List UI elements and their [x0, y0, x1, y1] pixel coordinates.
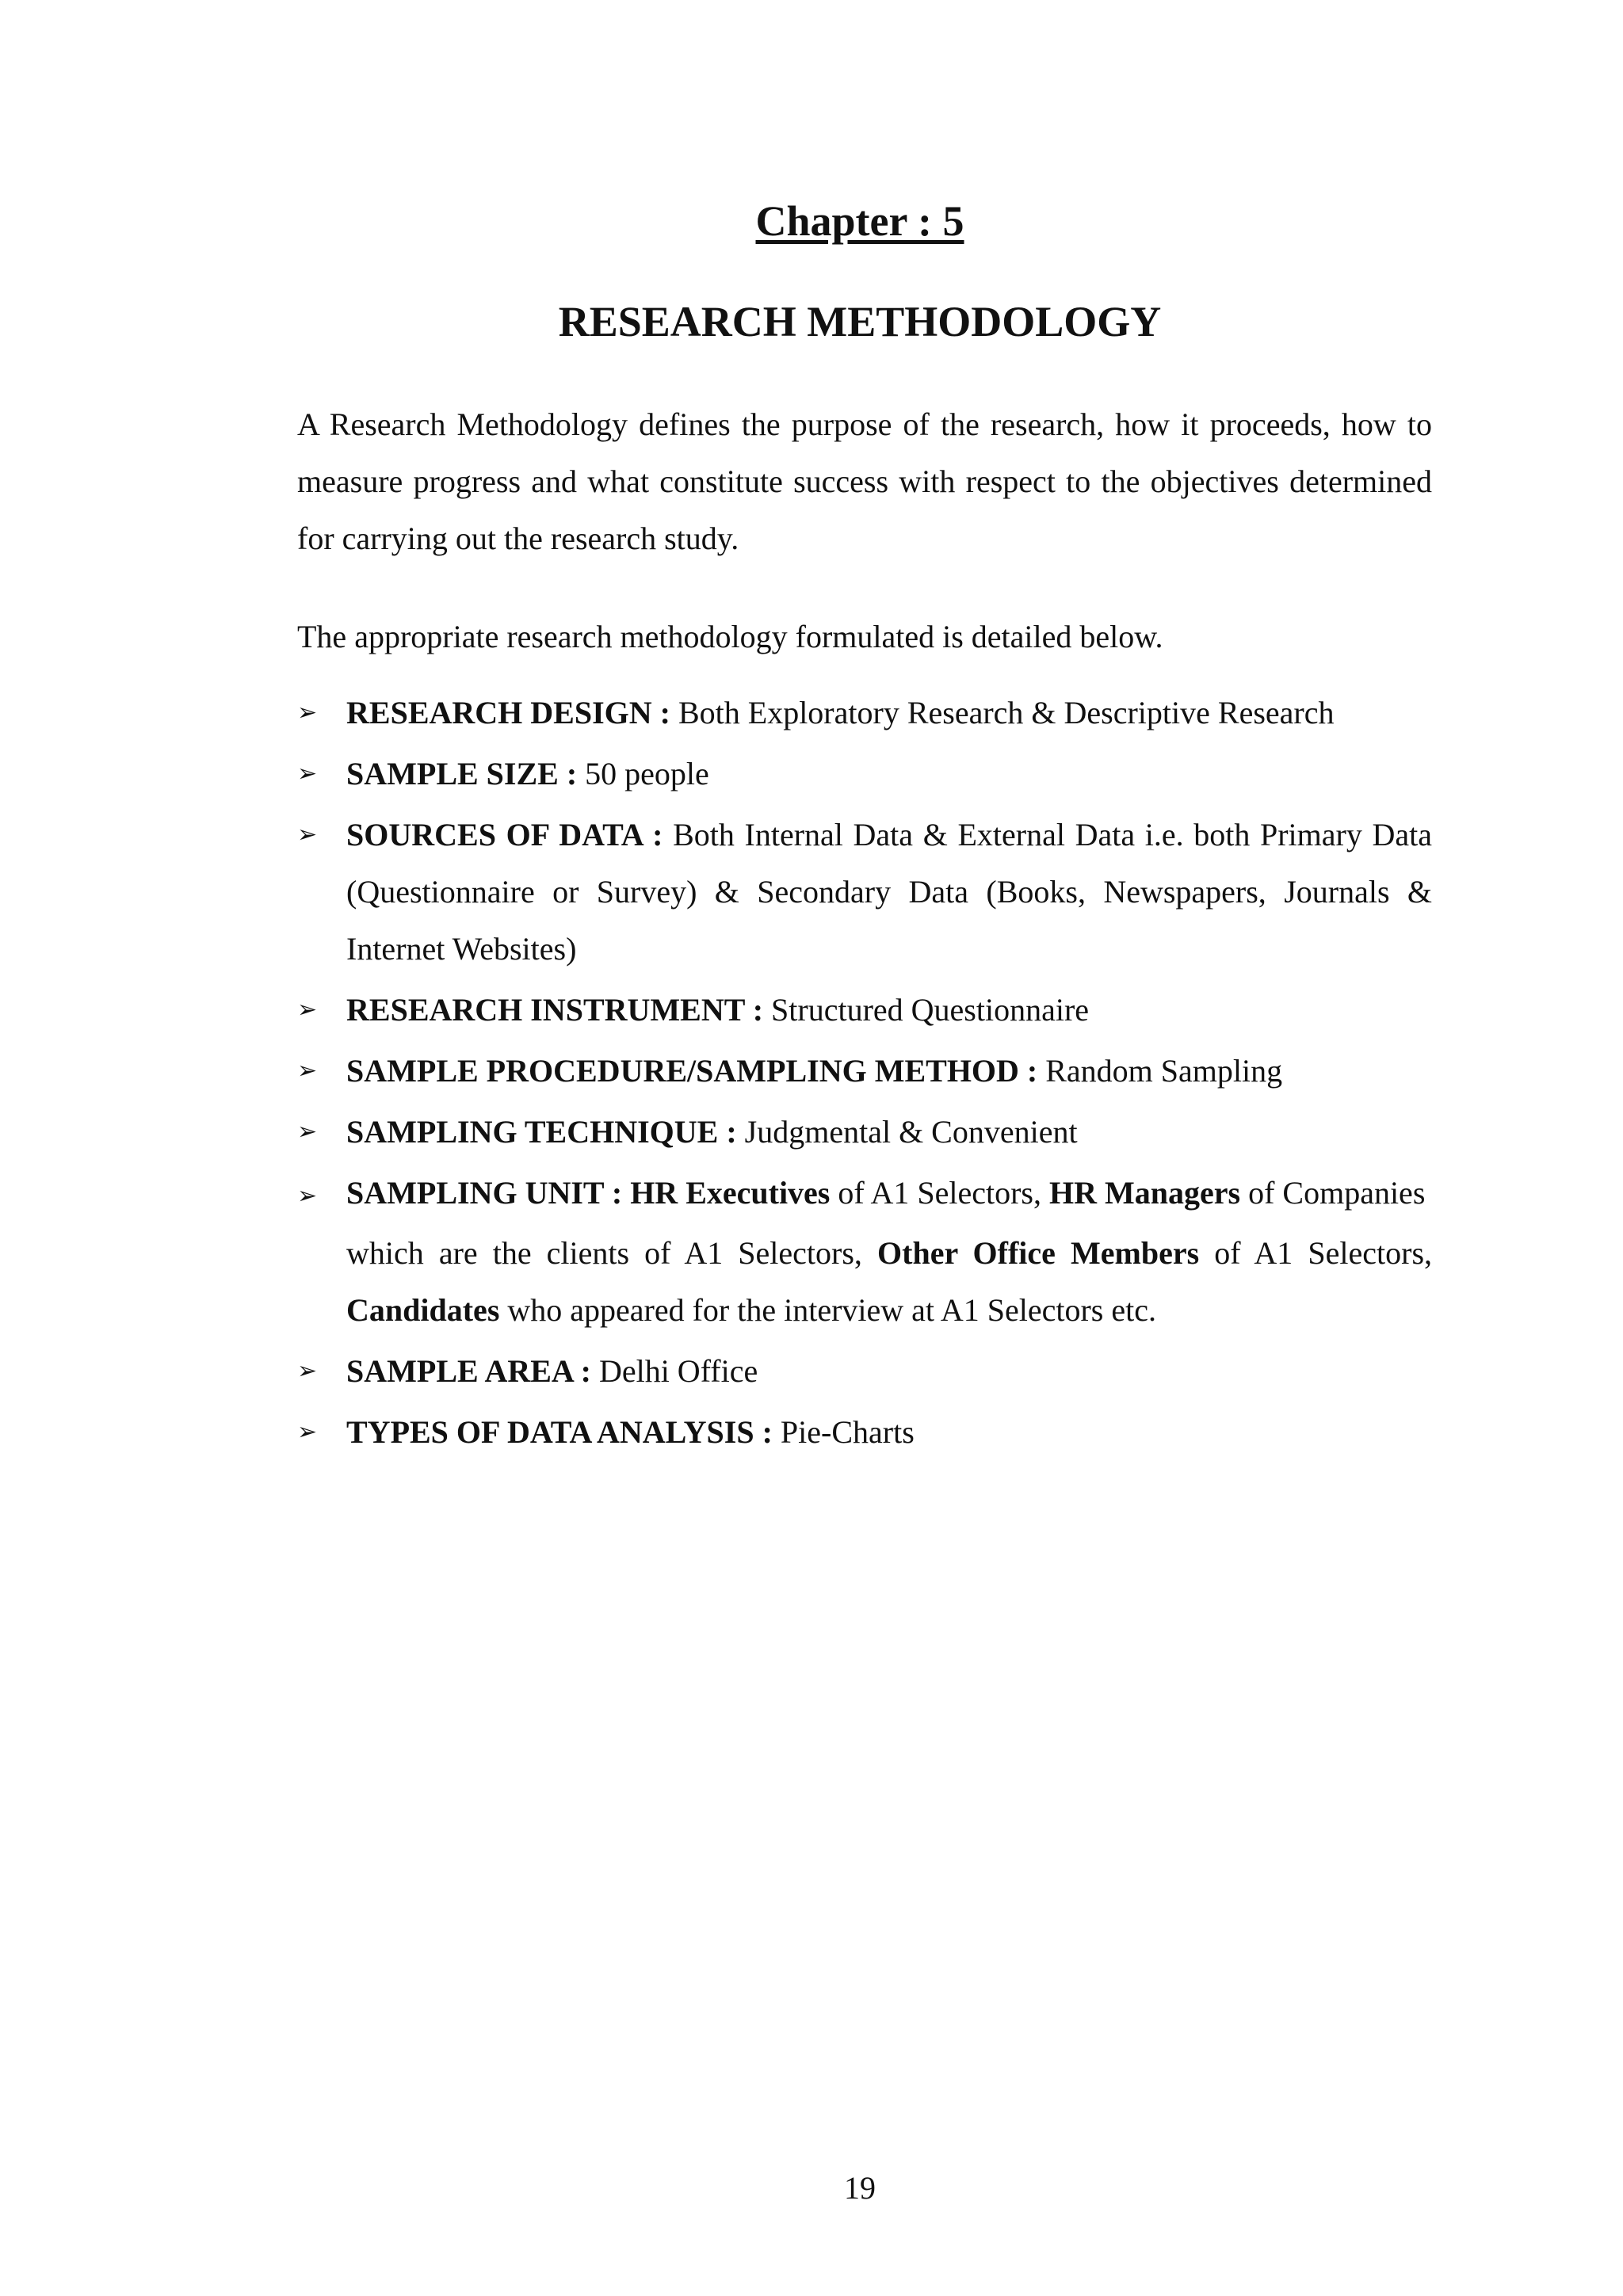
section-title: RESEARCH METHODOLOGY — [558, 298, 1162, 345]
list-item-sampling-technique — [297, 1104, 1432, 1161]
list-item-sources-of-data — [297, 807, 1432, 978]
types-of-data-analysis-label: TYPES OF DATA ANALYSIS : — [346, 1414, 773, 1450]
other-office-members-term: Other Office Members — [877, 1235, 1200, 1271]
sample-size-value: 50 people — [585, 756, 709, 791]
sources-of-data-value: Both Internal Data & External Data i.e. both Primary Data (Questionnaire or Survey) & Secondary Data (Books, Newspapers, Journals & Internet Websites) — [346, 817, 1432, 967]
methodology-list — [297, 685, 1432, 1465]
sampling-technique-label: SAMPLING TECHNIQUE : — [346, 1114, 737, 1150]
list-item-research-design — [297, 685, 1432, 742]
sample-procedure-value: Random Sampling — [1045, 1053, 1283, 1089]
sampling-unit-text-5: who appeared for the interview at A1 Selectors etc. — [507, 1292, 1156, 1328]
arrowhead-bullet-icon: ➢ — [297, 821, 318, 849]
list-item-sampling-unit — [297, 1165, 1432, 1339]
list-item-research-instrument — [297, 982, 1432, 1039]
sample-procedure-label: SAMPLE PROCEDURE/SAMPLING METHOD : — [346, 1053, 1038, 1089]
intro-paragraph: A Research Methodology defines the purpose of the research, how it proceeds, how to measure progress and what constitute success with respect to the objectives determined for carrying out the research study. — [297, 406, 1432, 556]
sampling-unit-text-1: of A1 Selectors, — [838, 1175, 1041, 1211]
arrowhead-bullet-icon: ➢ — [297, 699, 318, 727]
research-instrument-label: RESEARCH INSTRUMENT : — [346, 992, 764, 1028]
arrowhead-bullet-icon: ➢ — [297, 1357, 318, 1385]
arrowhead-bullet-icon: ➢ — [297, 1182, 318, 1210]
research-design-label: RESEARCH DESIGN : — [346, 695, 670, 730]
arrowhead-bullet-icon: ➢ — [297, 1418, 318, 1446]
list-item-types-of-data-analysis — [297, 1404, 1432, 1461]
sampling-unit-text-3: which are the clients of A1 Selectors, — [346, 1235, 862, 1271]
page-number: 19 — [844, 2170, 876, 2206]
list-item-sample-procedure — [297, 1043, 1432, 1100]
hr-executives-term: HR Executives — [630, 1175, 831, 1211]
sampling-unit-continuation — [297, 1225, 1432, 1339]
sources-of-data-label: SOURCES OF DATA : — [346, 817, 663, 852]
lead-paragraph: The appropriate research methodology formulated is detailed below. — [297, 619, 1163, 654]
sampling-unit-label: SAMPLING UNIT : — [346, 1175, 623, 1211]
research-instrument-value: Structured Questionnaire — [771, 992, 1090, 1028]
types-of-data-analysis-value: Pie-Charts — [780, 1414, 915, 1450]
sample-size-label: SAMPLE SIZE : — [346, 756, 578, 791]
sampling-unit-text-2: of Companies — [1248, 1175, 1426, 1211]
arrowhead-bullet-icon: ➢ — [297, 996, 318, 1024]
research-design-value: Both Exploratory Research & Descriptive Research — [678, 695, 1335, 730]
arrowhead-bullet-icon: ➢ — [297, 760, 318, 788]
list-item-sample-area — [297, 1343, 1432, 1400]
hr-managers-term: HR Managers — [1049, 1175, 1241, 1211]
list-item-sample-size — [297, 746, 1432, 803]
sample-area-label: SAMPLE AREA : — [346, 1353, 591, 1389]
sampling-unit-text-4: of A1 Selectors, — [1214, 1235, 1433, 1271]
candidates-term: Candidates — [346, 1292, 500, 1328]
chapter-heading: Chapter : 5 — [755, 197, 964, 245]
arrowhead-bullet-icon: ➢ — [297, 1118, 318, 1146]
sampling-technique-value: Judgmental & Convenient — [744, 1114, 1078, 1150]
arrowhead-bullet-icon: ➢ — [297, 1057, 318, 1085]
sample-area-value: Delhi Office — [598, 1353, 758, 1389]
